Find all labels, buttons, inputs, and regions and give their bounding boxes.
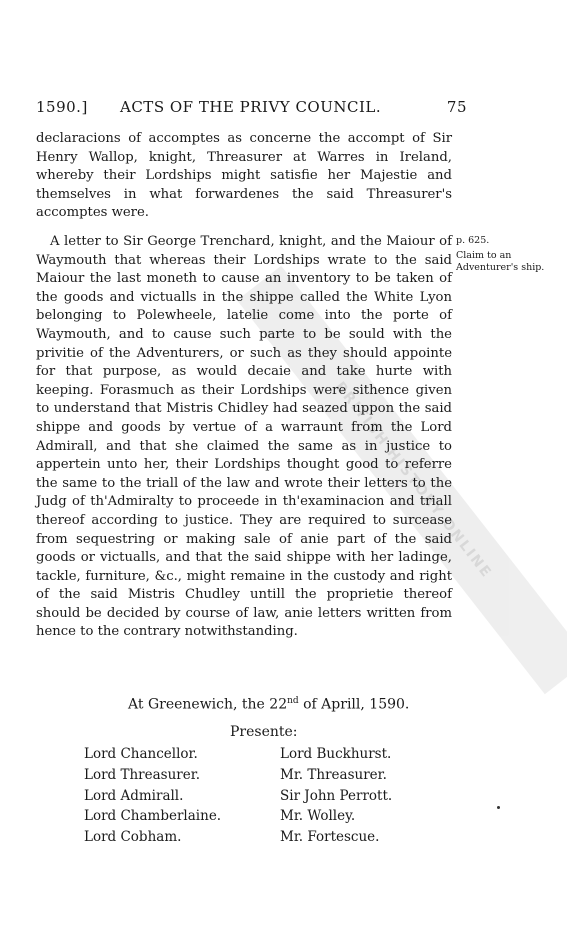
- attendee: Lord Cobham.: [84, 829, 182, 846]
- header-title: ACTS OF THE PRIVY COUNCIL.: [120, 98, 382, 116]
- margin-page-ref: p. 625.: [456, 235, 490, 246]
- margin-note-text: Claim to an Adventurer's ship.: [456, 250, 545, 273]
- attendee: Mr. Threasurer.: [280, 766, 387, 783]
- attendee: Lord Chamberlaine.: [84, 808, 222, 825]
- margin-note: [456, 235, 551, 274]
- header-year: 1590.]: [36, 98, 88, 116]
- paragraph-2: A letter to Sir George Trenchard, knight, and the Maiour of Waymouth that whereas their Lordships wrate to the said Maiour the last moneth to cause an inventory to be taken of the goods and victualls in the shippe called the White Lyon belonging to Polewheele, latelie come into the porte of Waymouth, and to cause such parte to be sould with the privitie of the Adventurers, or such as they should appointe for that purpose, as would decaie and take hurte with keeping. Forasmuch as their Lordships were sithence given to understand that Mistris Chidley had seazed uppon the said shippe and goods by vertue of a warraunt from the Lord Admirall, and that she claimed the same as in justice to appertein unto her, their Lordships thought good to referre the same to the triall of the law and wrote their letters to the Judg of th'Admiralty to proceede in th'examinacion and triall thereof according to justice. They are required to surcease from sequestring or making sale of anie part of the said goods or victualls, and that the said shippe with her ladinge, tackle, furniture, &c., might remaine in the custody and right of the said Mistris Chudley untill the proprietie thereof should be decided by course of law, anie letters written from hence to the contrary notwithstanding.: [36, 234, 452, 640]
- attendee: Lord Threasurer.: [84, 766, 200, 783]
- paragraph-1: declaracions of accomptes as concerne the accompt of Sir Henry Wallop, knight, Threasurer at Warres in Ireland, whereby their Lordships might satisfie her Majestie and themselves in what forwardenes the said Threasurer's accomptes were.: [36, 131, 452, 221]
- meeting-ordinal: nd: [287, 696, 299, 706]
- attendee: Lord Chancellor.: [84, 746, 198, 762]
- meeting-heading: [128, 696, 409, 713]
- attendees-left: [84, 744, 221, 848]
- attendee: Sir John Perrott.: [280, 787, 393, 804]
- presente-label: Presente:: [230, 724, 298, 740]
- meeting-suffix: of Aprill, 1590.: [298, 696, 410, 713]
- watermark: BRITISH HISTORY ONLINE: [237, 266, 567, 694]
- attendee: Lord Admirall.: [84, 787, 184, 804]
- page-header: [36, 98, 467, 120]
- attendee: Mr. Wolley.: [280, 808, 356, 825]
- attendee: Lord Buckhurst.: [280, 746, 392, 762]
- meeting-prefix: At Greenewich, the 22: [128, 696, 288, 713]
- attendee: Mr. Fortescue.: [280, 829, 380, 846]
- attendees-right: [280, 744, 392, 848]
- ink-speck: [497, 806, 500, 809]
- page-number: 75: [446, 98, 467, 116]
